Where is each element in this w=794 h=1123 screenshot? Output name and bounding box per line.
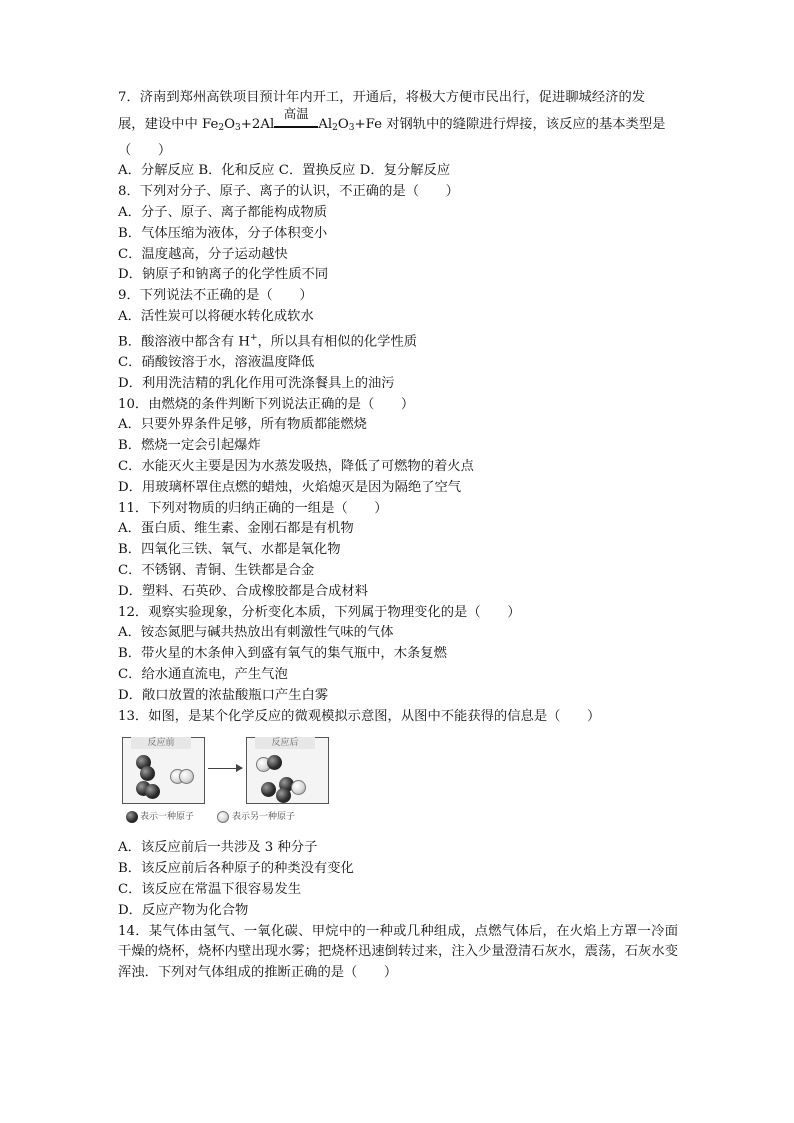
option-b: B．带火星的木条伸入到盛有氧气的集气瓶中，木条复燃 <box>118 646 447 662</box>
after-label: 反应后 <box>255 737 315 749</box>
option-a: A．铵态氮肥与碱共热放出有刺激性气味的气体 <box>118 625 394 641</box>
q7-text-product-al: Al <box>318 116 333 132</box>
option-c: C．不锈钢、青铜、生铁都是合金 <box>118 562 315 578</box>
after-box <box>246 737 329 804</box>
exam-page <box>118 88 678 984</box>
reaction-arrow <box>274 105 318 128</box>
before-label: 反应前 <box>131 737 191 749</box>
legend-light-text: 表示另一种原子 <box>232 812 296 823</box>
option-b-pre: B．酸溶液中都含有 H <box>118 334 250 350</box>
option-d: D．反应产物为化合物 <box>118 902 249 918</box>
option-c: C．该反应在常温下很容易发生 <box>118 881 302 897</box>
option-d: D．利用洗洁精的乳化作用可洗涤餐具上的油污 <box>118 375 395 391</box>
reaction-diagram <box>122 731 330 834</box>
option-b <box>118 328 678 353</box>
legend-dark-text: 表示一种原子 <box>140 812 195 823</box>
light-atom <box>291 780 306 795</box>
option-a: A．分子、原子、离子都能构成物质 <box>118 204 328 220</box>
question-stem: 10．由燃烧的条件判断下列说法正确的是（ ） <box>118 396 415 412</box>
dark-atom <box>267 755 282 770</box>
question-stem: 14．某气体由氢气、一氧化碳、甲烷中的一种或几种组成，点燃气体后，在火焰上方罩一冷面干燥的烧杯，烧杯内壁出现水雾；把烧杯迅速倒转过来，注入少量澄清石灰水，震荡，石灰水变浑浊．下列对气体组成的推断正确的是（ ） <box>118 923 678 981</box>
q7-text-o: O <box>224 116 236 132</box>
dark-atom <box>145 784 160 799</box>
question-12 <box>118 603 678 707</box>
question-10 <box>118 395 678 499</box>
question-7-line-1: 7．济南到郑州高铁项目预计年内开工，开通后，将极大方便市民出行，促进聊城经济的发 <box>118 90 646 105</box>
reaction-condition: 高温 <box>283 105 309 121</box>
dark-atom <box>261 782 276 797</box>
q7-text-post: +Fe 对钢轨中的缝隙进行焊接，该反应的基本类型是 <box>354 116 666 132</box>
question-7 <box>118 88 678 182</box>
option-b: B．燃烧一定会引起爆炸 <box>118 438 261 454</box>
legend-light-atom-icon <box>217 811 229 823</box>
option-b: B．该反应前后各种原子的种类没有变化 <box>118 861 354 877</box>
question-7-line-2: 展，建设中中 $Fe_2O_3+2Al$ 高温 $Al_2O_3+Fe$ 对钢轨中的缝隙进行焊接，该反应的基本类型是 <box>118 105 666 133</box>
option-c: C．硝酸铵溶于水，溶液温度降低 <box>118 354 315 370</box>
question-7-options: A．分解反应 B．化和反应 C．置换反应 D．复分解反应 <box>118 163 451 179</box>
question-13 <box>118 707 678 922</box>
question-stem: 9．下列说法不正确的是（ ） <box>118 288 313 304</box>
option-a: A．该反应前后一共涉及 3 种分子 <box>118 840 318 856</box>
question-stem: 11．下列对物质的归纳正确的一组是（ ） <box>118 500 388 516</box>
question-9 <box>118 286 678 394</box>
option-d: D．敞口放置的浓盐酸瓶口产生白雾 <box>118 687 329 703</box>
dark-atom <box>140 766 155 781</box>
question-11 <box>118 499 678 603</box>
legend-dark-atom-icon <box>126 811 138 823</box>
question-7-blank: （ ） <box>118 142 172 158</box>
q7-text-pre: 展，建设中中 Fe <box>118 116 219 132</box>
option-a: A．蛋白质、维生素、金刚石都是有机物 <box>118 521 354 537</box>
option-b-post: ，所以具有相似的化学性质 <box>257 334 418 350</box>
option-b: B．四氧化三铁、氧气、水都是氧化物 <box>118 542 341 558</box>
before-box <box>122 737 205 804</box>
option-d: D．钠原子和钠离子的化学性质不同 <box>118 267 329 283</box>
question-stem: 8．下列对分子、原子、离子的认识，不正确的是（ ） <box>118 184 459 200</box>
option-c: C．温度越高，分子运动越快 <box>118 246 288 262</box>
light-atom <box>179 769 194 784</box>
option-a: A．活性炭可以将硬水转化成软水 <box>118 308 314 324</box>
dark-atom <box>276 788 291 803</box>
question-stem: 12．观察实验现象，分析变化本质，下列属于物理变化的是（ ） <box>118 604 521 620</box>
figure-legend <box>122 807 330 827</box>
question-14 <box>118 922 678 984</box>
question-8 <box>118 182 678 286</box>
option-d: D．塑料、石英砂、合成橡胶都是合成材料 <box>118 583 369 599</box>
option-b: B．气体压缩为液体，分子体积变小 <box>118 225 328 241</box>
option-d: D．用玻璃杯罩住点燃的蜡烛，火焰熄灭是因为隔绝了空气 <box>118 479 462 495</box>
option-b-sup: + <box>249 332 258 343</box>
option-c: C．给水通直流电，产生气泡 <box>118 666 288 682</box>
reaction-arrow-icon <box>208 768 242 769</box>
option-c: C．水能灭火主要是因为水蒸发吸热，降低了可燃物的着火点 <box>118 458 474 474</box>
q7-text-al: +2Al <box>240 116 275 132</box>
question-stem: 13．如图，是某个化学反应的微观模拟示意图，从图中不能获得的信息是（ ） <box>118 708 601 724</box>
option-a: A．只要外界条件足够，所有物质都能燃烧 <box>118 417 367 433</box>
q7-text-product-o: O <box>337 116 349 132</box>
